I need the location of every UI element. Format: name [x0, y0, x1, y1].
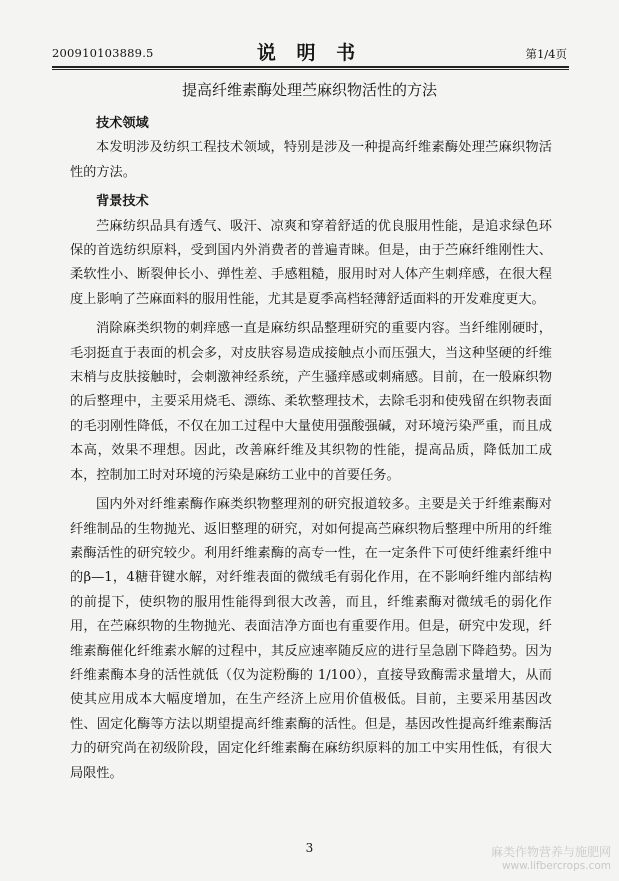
document-title: 提高纤维素酶处理苎麻织物活性的方法: [181, 81, 437, 99]
header-rule-thin: [52, 69, 569, 70]
watermark-site-name: 麻类作物营养与施肥网: [490, 845, 611, 859]
background-paragraph-2: 消除麻类织物的刺痒感一直是麻纺织品整理研究的重要内容。当纤维刚硬时，毛羽挺直于表面的机会多，对皮肤容易造成接触点小而压强大，当这种坚硬的纤维末梢与皮肤接触时，会刺激神经系统，产生骚痒感或刺痛感。目前，在一般麻织物的后整理中，主要采用烧毛、漂练、柔软整理技术，去除毛羽和使残留在织物表面的毛羽刚性降低，不仅在加工过程中大量使用强酸强碱，对环境污染严重，而且成本高，效果不理想。因此，改善麻纤维及其织物的性能，提高品质，降低加工成本，控制加工时对环境的污染是麻纺工业中的首要任务。: [70, 321, 552, 483]
application-number: 200910103889.5: [52, 46, 154, 60]
background-paragraph-1: 苎麻纺织品具有透气、吸汗、凉爽和穿着舒适的优良服用性能，是追求绿色环保的首选纺织原料，受到国内外消费者的普遍青睐。但是，由于苎麻纤维刚性大、柔软性小、断裂伸长小、弹性差、手感粗糙，服用时对人体产生刺痒感，在很大程度上影响了苎麻面料的服用性能，尤其是夏季高档轻薄舒适面料的开发难度更大。: [70, 218, 552, 307]
header-rule-thick: [52, 66, 569, 68]
watermark: [491, 845, 611, 873]
watermark-url: www.lifbercrops.com: [501, 860, 611, 872]
background-paragraph-3: 国内外对纤维素酶作麻类织物整理剂的研究报道较多。主要是关于纤维素酶对纤维制品的生物抛光、返旧整理的研究，对如何提高苎麻织物后整理中所用的纤维素酶活性的研究较少。利用纤维素酶的高专一性，在一定条件下可使纤维素纤维中的β—1，4糖苷键水解，对纤维表面的微绒毛有弱化作用，在不影响纤维内部结构的前提下，使织物的服用性能得到很大改善，而且，纤维素酶对微绒毛的弱化作用，在苎麻织物的生物抛光、表面洁净方面也有重要作用。但是，研究中发现，纤维素酶催化纤维素水解的过程中，其反应速率随反应的进行呈急剧下降趋势。因为纤维素酶本身的活性就低（仅为淀粉酶的 1/100），直接导致酶需求量增大，从而使其应用成本大幅度增加，在生产经济上应用价值极低。目前，主要采用基因改性、固定化酶等方法以期望提高纤维素酶的活性。但是，基因改性提高纤维素酶活力的研究尚在初级阶段，固定化纤维素酶在麻纺织原料的加工中实用性低，有很大局限性。: [70, 497, 552, 781]
section-heading-field: 技术领域: [96, 116, 149, 131]
field-paragraph: 本发明涉及纺织工程技术领域，特别是涉及一种提高纤维素酶处理苎麻织物活性的方法。: [70, 140, 552, 180]
document-type: 说 明 书: [256, 42, 363, 64]
page-indicator: 第1/4页: [525, 47, 567, 61]
document-body: [70, 112, 552, 786]
page-number: 3: [305, 841, 314, 855]
section-heading-background: 背景技术: [96, 194, 149, 210]
page-header: [50, 38, 569, 64]
